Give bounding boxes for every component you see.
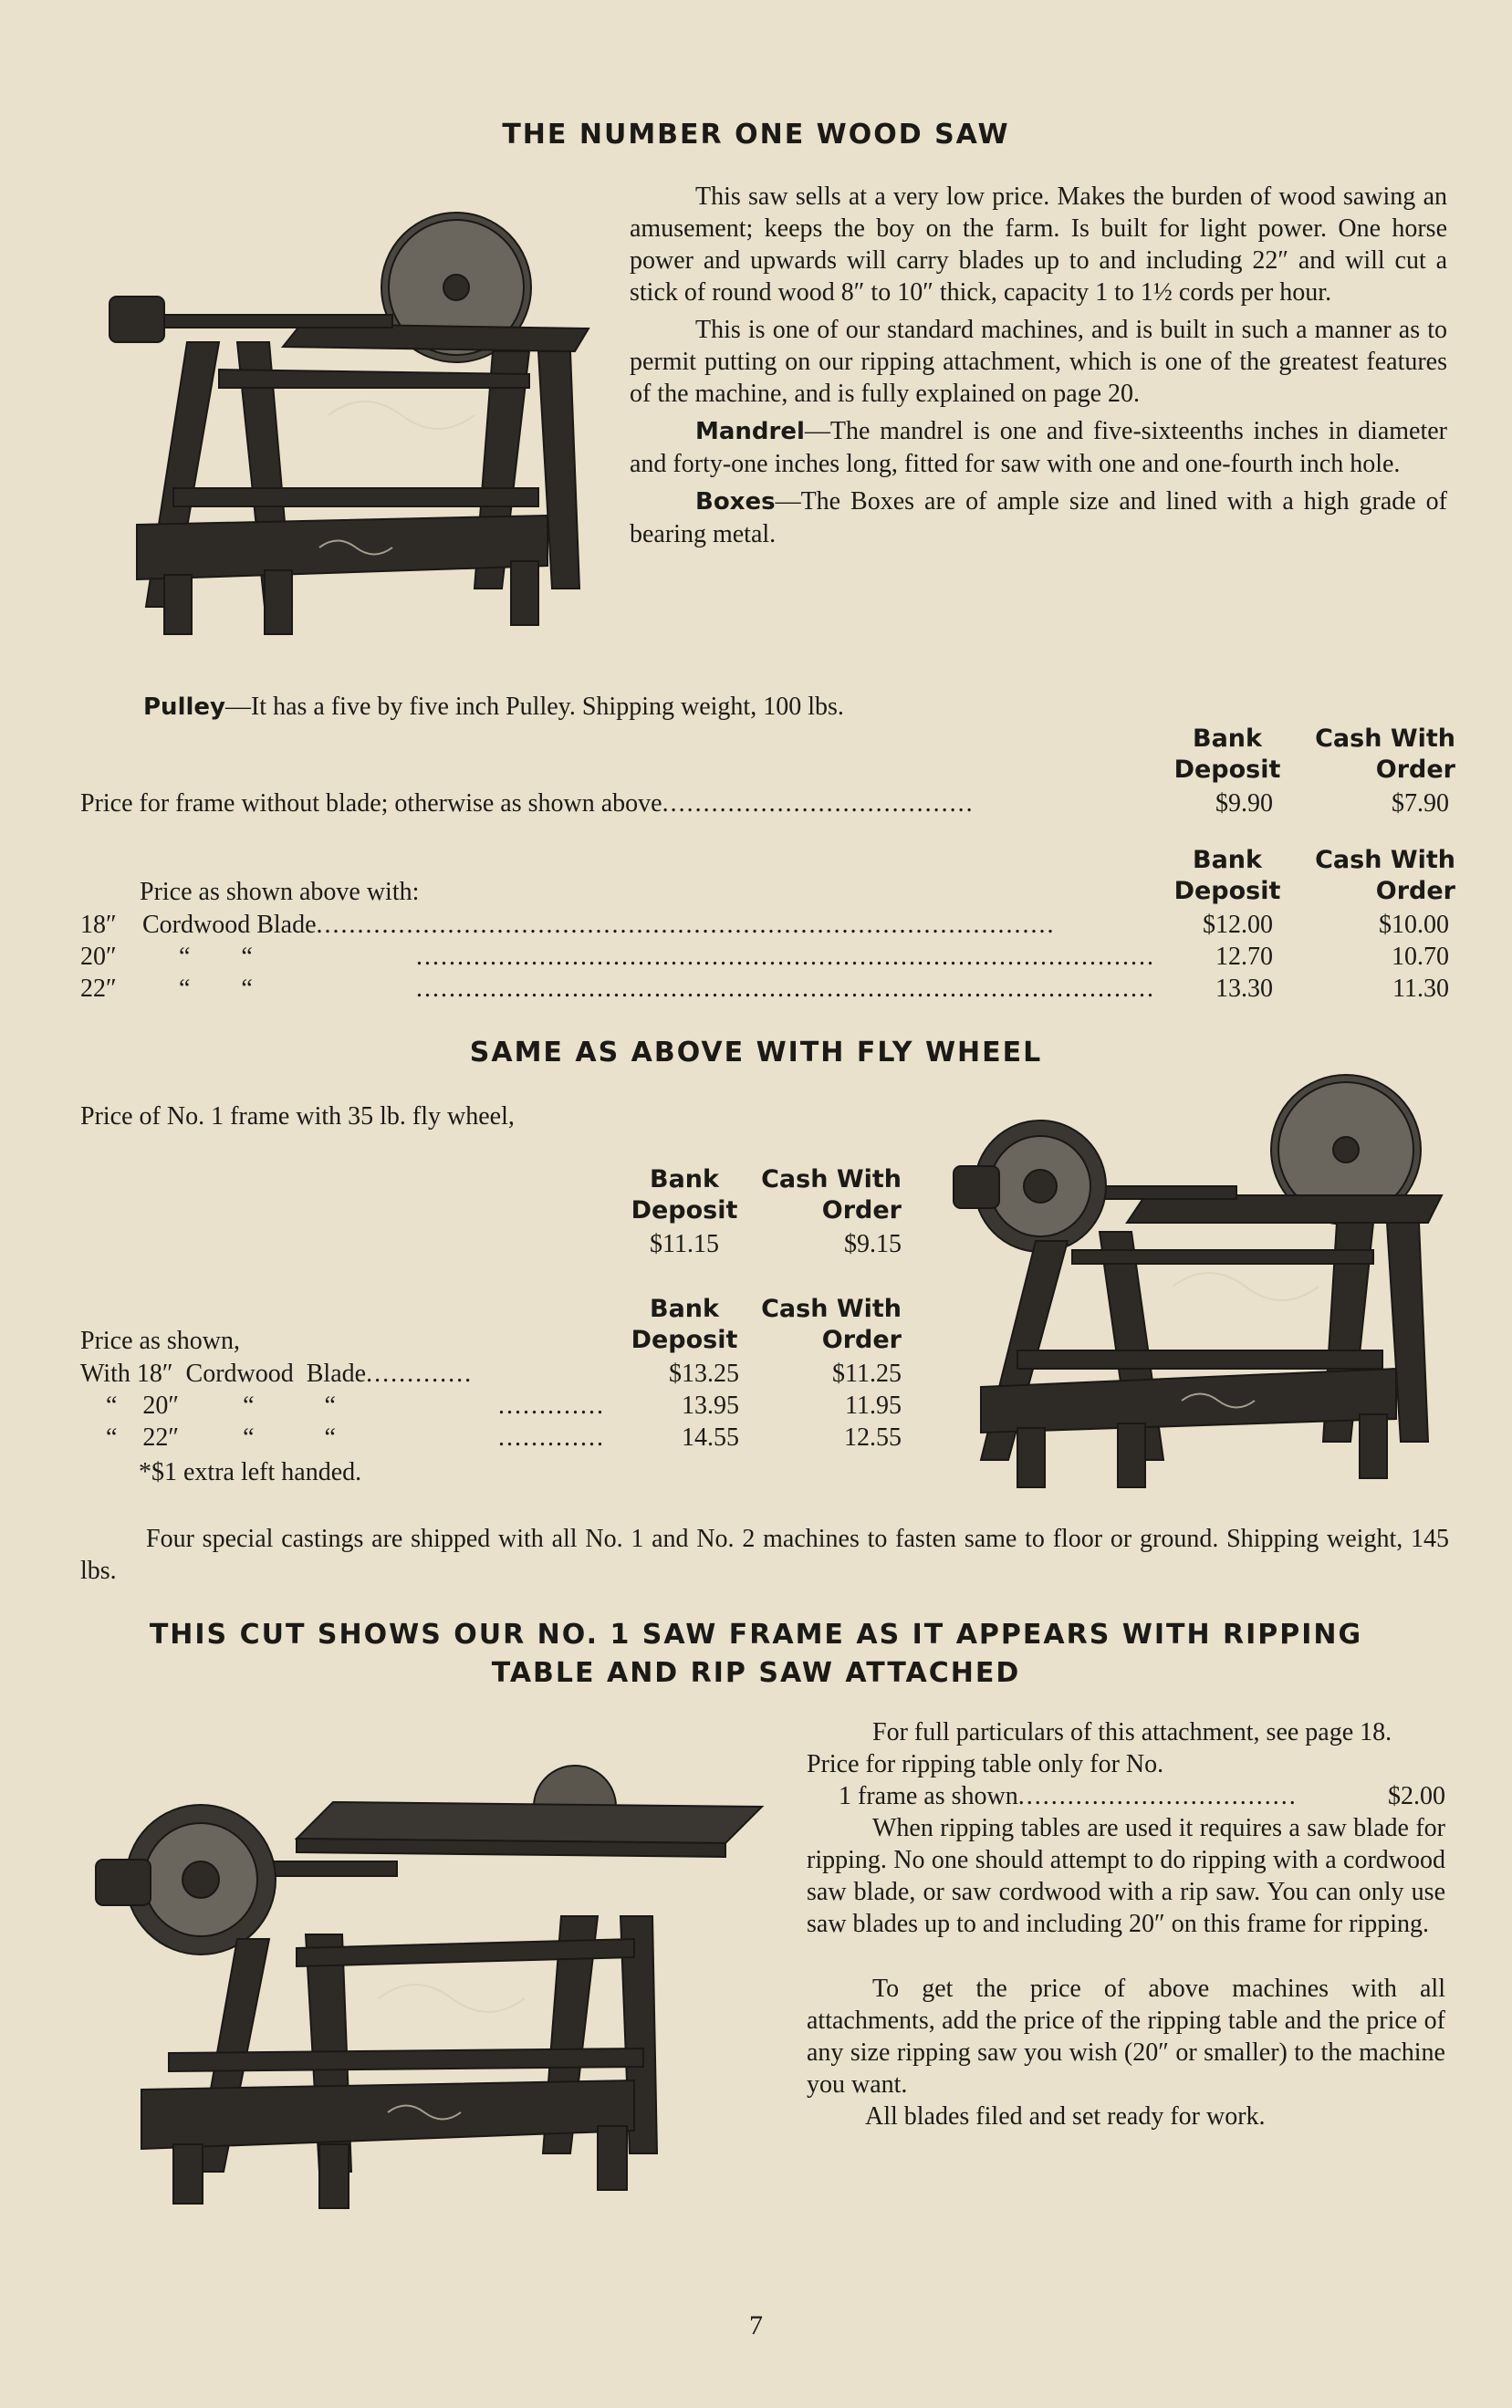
- pulley-label: Pulley: [143, 693, 225, 721]
- cash-with-order-header: Cash With Order: [1315, 724, 1455, 784]
- price-as-shown-label: Price as shown,: [80, 1327, 240, 1355]
- ripping-price-line-1: Price for ripping table only for No.: [807, 1750, 1164, 1778]
- standard-machine-paragraph: This is one of our standard machines, and is built in such a manner as to permit putting on our ripping attachment, which is one of the greatest features of the machine, and is fully explained on page 20.: [630, 316, 1447, 408]
- fly-row-20: “ 20″ “ “ ............. 13.95 11.95: [106, 1392, 902, 1420]
- frame-price-row: Price for frame without blade; otherwise as shown above ...................................... $9.90 $7.90: [80, 789, 1449, 818]
- mandrel-text: —The mandrel is one and five-sixteenths inches in diameter and forty-one inches long, fitted for saw with one and one-fourth inch hole.: [630, 417, 1447, 478]
- section-3-text: [807, 1716, 1445, 2132]
- pulley-text: —It has a five by five inch Pulley. Shipping weight, 100 lbs.: [224, 693, 844, 721]
- boxes-label: Boxes: [695, 488, 776, 516]
- fly-bank-deposit-header-2: Bank Deposit: [631, 1295, 738, 1354]
- fly-bank-deposit-header: Bank Deposit: [631, 1165, 738, 1225]
- frame-price-deposit: $9.90: [1215, 789, 1273, 818]
- mandrel-label: Mandrel: [695, 418, 805, 445]
- section-2-heading: SAME AS ABOVE WITH FLY WHEEL: [469, 1037, 1043, 1068]
- fly-row-18: With 18″ Cordwood Blade ............. $13.25 $11.25: [80, 1360, 902, 1388]
- intro-paragraph: This saw sells at a very low price. Makes the burden of wood sawing an amusement; keeps the boy on the farm. Is built for light power. One horse power and upwards will carry blades up to and including 22″ and will cut a stick of round wood 8″ to 10″ thick, capacity 1 to 1½ cords per hour.: [630, 182, 1447, 307]
- frame-price-cash: $7.90: [1392, 789, 1449, 818]
- section-1-description: [630, 181, 1447, 556]
- blade-row-18: 18″ Cordwood Blade .......................................................................................... $12.00 $10.00: [80, 911, 1449, 939]
- fly-wheel-saw-illustration: [944, 1068, 1455, 1515]
- blade-row-20: 20″ “ “ .......................................................................................... 12.70 10.70: [80, 943, 1449, 971]
- wood-saw-illustration: [100, 205, 611, 662]
- fly-row-22: “ 22″ “ “ ............. 14.55 12.55: [106, 1423, 902, 1452]
- section-3-heading-line-1: THIS CUT SHOWS OUR NO. 1 SAW FRAME AS IT APPEARS WITH RIPPING: [149, 1619, 1363, 1651]
- boxes-paragraph: [630, 485, 1447, 550]
- fly-frame-deposit: $11.15: [650, 1230, 719, 1258]
- bank-deposit-header: Bank Deposit: [1173, 724, 1281, 784]
- fly-frame-cash: $9.15: [844, 1230, 902, 1258]
- ripping-advice: When ripping tables are used it requires a saw blade for ripping. No one should attempt to do ripping with a cordwood saw blade, or saw cordwood with a rip saw. You can only use saw blades up to and including 20″ on this frame for ripping.: [807, 1814, 1445, 1938]
- pulley-paragraph: [143, 691, 844, 724]
- blade-price-table: [80, 909, 1449, 1005]
- cash-with-order-header-2: Cash With Order: [1315, 846, 1455, 905]
- section-3-heading: [0, 1616, 1512, 1693]
- section-3-heading-line-2: TABLE AND RIP SAW ATTACHED: [491, 1657, 1021, 1689]
- fly-wheel-intro: Price of No. 1 frame with 35 lb. fly wheel,: [80, 1102, 515, 1131]
- section-1-heading: THE NUMBER ONE WOOD SAW: [502, 119, 1010, 151]
- ripping-price-row: 1 frame as shown .................................. $2.00: [839, 1782, 1445, 1810]
- fly-cash-with-order-header: Cash With Order: [761, 1165, 902, 1225]
- ripping-price-value: $2.00: [1388, 1782, 1445, 1810]
- ripping-price-label: 1 frame as shown: [839, 1782, 1018, 1810]
- fly-cash-with-order-header-2: Cash With Order: [761, 1295, 902, 1354]
- left-handed-note: *$1 extra left handed.: [139, 1458, 362, 1486]
- mandrel-paragraph: [630, 415, 1447, 480]
- page-number: 7: [749, 2310, 763, 2340]
- frame-price-label: Price for frame without blade; otherwise as shown above: [80, 789, 662, 818]
- particulars-text: For full particulars of this attachment, see page 18.: [872, 1718, 1392, 1746]
- blade-table-label: Price as shown above with:: [140, 878, 420, 906]
- ripping-table-illustration: [87, 1743, 780, 2226]
- boxes-text: —The Boxes are of ample size and lined with a high grade of bearing metal.: [630, 487, 1447, 548]
- filed-note: All blades filed and set ready for work.: [865, 2102, 1266, 2131]
- castings-note: Four special castings are shipped with all No. 1 and No. 2 machines to fasten same to floor or ground. Shipping weight, 145 lbs.: [80, 1525, 1449, 1585]
- blade-row-22: 22″ “ “ .......................................................................................... 13.30 11.30: [80, 975, 1449, 1003]
- all-attachments-text: To get the price of above machines with all attachments, add the price of the ripping table and the price of any size ripping saw you wish (20″ or smaller) to the machine you want.: [807, 1975, 1445, 2099]
- fly-wheel-price-table: [80, 1358, 902, 1454]
- bank-deposit-header-2: Bank Deposit: [1173, 846, 1281, 905]
